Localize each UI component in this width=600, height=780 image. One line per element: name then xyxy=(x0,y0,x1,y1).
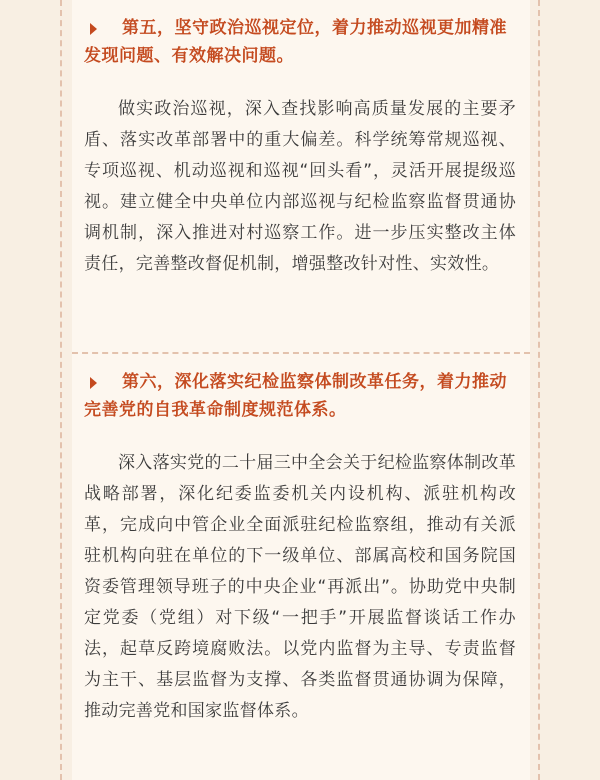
section-body-text: 做实政治巡视，深入查找影响高质量发展的主要矛盾、落实改革部署中的重大偏差。科学统筹常规巡视、专项巡视、机动巡视和巡视“回头看”，灵活开展提级巡视。建立健全中央单位内部巡视与纪检监察监督贯通协调机制，深入推进对村巡察工作。进一步压实整改主体责任，完善整改督促机制，增强整改针对性、实效性。 xyxy=(84,99,516,274)
section-heading xyxy=(84,368,516,424)
right-dashed-border xyxy=(538,0,540,780)
section-fifth xyxy=(72,14,530,280)
section-heading xyxy=(84,14,516,70)
article-panel xyxy=(72,0,530,780)
triangle-bullet-icon xyxy=(90,23,97,35)
triangle-bullet-icon xyxy=(90,377,97,389)
left-dashed-border xyxy=(60,0,62,780)
section-heading-text: 第五，坚守政治巡视定位，着力推动巡视更加精准发现问题、有效解决问题。 xyxy=(84,18,507,66)
section-heading-text: 第六，深化落实纪检监察体制改革任务，着力推动完善党的自我革命制度规范体系。 xyxy=(84,372,507,420)
section-sixth xyxy=(72,368,530,727)
section-body-text: 深入落实党的二十届三中全会关于纪检监察体制改革战略部署，深化纪委监委机关内设机构、派驻机构改革，完成向中管企业全面派驻纪检监察组，推动有关派驻机构向驻在单位的下一级单位、部属高校和国务院国资委管理领导班子的中央企业“再派出”。协助党中央制定党委（党组）对下级“一把手”开展监督谈话工作办法，起草反跨境腐败法。以党内监督为主导、专责监督为主干、基层监督为支撑、各类监督贯通协调为保障，推动完善党和国家监督体系。 xyxy=(84,453,516,721)
section-divider xyxy=(72,352,530,354)
